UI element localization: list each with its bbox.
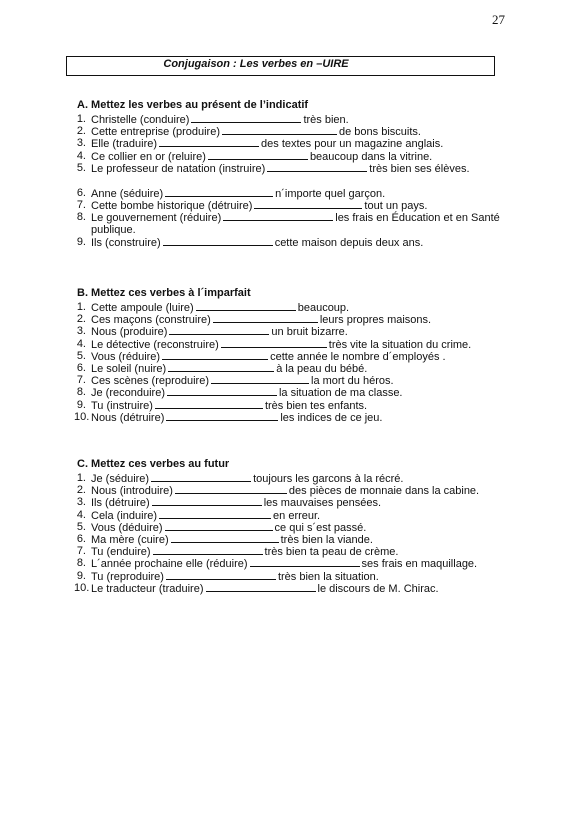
exercise-item: 3. Ils (détruire) les mauvaises pensées. — [76, 496, 382, 510]
answer-blank[interactable] — [159, 137, 259, 147]
exercise-item: 7. Cette bombe historique (détruire) tout un pays. — [76, 198, 428, 212]
section-b — [74, 287, 517, 424]
exercise-item: 6. Anne (séduire) n´importe quel garçon. — [76, 186, 386, 200]
answer-blank[interactable] — [152, 496, 262, 506]
answer-blank[interactable] — [165, 521, 273, 531]
exercise-item: 9. Tu (reproduire) très bien la situation. — [76, 569, 379, 583]
answer-blank[interactable] — [213, 313, 318, 323]
section-a — [77, 99, 517, 248]
exercise-item: 8. Je (reconduire) la situation de ma classe. — [76, 386, 403, 400]
answer-blank[interactable] — [206, 582, 316, 592]
exercise-item: 2. Ces maçons (construire) leurs propres maisons. — [76, 313, 432, 327]
answer-blank[interactable] — [267, 162, 367, 172]
page-number: 27 — [492, 12, 505, 27]
exercise-item: 9. Ils (construire) cette maison depuis deux ans. — [76, 236, 424, 250]
answer-blank[interactable] — [171, 533, 279, 543]
exercise-item: 10. Le traducteur (traduire) le discours de M. Chirac. — [74, 581, 439, 595]
exercise-item: 2. Cette entreprise (produire) de bons biscuits. — [76, 125, 421, 139]
answer-blank[interactable] — [162, 350, 268, 360]
exercise-item: 6. Ma mère (cuire) très bien la viande. — [76, 532, 373, 546]
exercise-item: 2. Nous (introduire) des pièces de monnaie dans la cabine. — [76, 484, 480, 498]
answer-blank[interactable] — [250, 557, 360, 567]
answer-blank[interactable] — [221, 338, 327, 348]
exercise-item: 9. Tu (instruire) très bien tes enfants. — [76, 398, 368, 412]
answer-blank[interactable] — [159, 509, 271, 519]
answer-blank[interactable] — [168, 362, 274, 372]
exercise-item: 5. Le professeur de natation (instruire) très bien ses élèves. — [76, 161, 470, 175]
answer-blank[interactable] — [167, 386, 277, 396]
exercise-item: 3. Elle (traduire) des textes pour un magazine anglais. — [76, 137, 444, 151]
exercise-item: 1. Christelle (conduire) très bien. — [76, 113, 349, 126]
answer-blank[interactable] — [166, 411, 278, 421]
answer-blank[interactable] — [153, 545, 263, 555]
section-heading: B. Mettez ces verbes à l´imparfait — [77, 287, 251, 299]
answer-blank[interactable] — [175, 484, 287, 494]
exercise-item: 4. Ce collier en or (reluire) beaucoup dans la vitrine. — [76, 149, 433, 163]
exercise-item: 7. Tu (enduire) très bien ta peau de crème. — [76, 545, 399, 559]
answer-blank[interactable] — [196, 301, 296, 311]
answer-blank[interactable] — [223, 211, 333, 221]
section-c — [74, 458, 517, 595]
page-title: Conjugaison : Les verbes en –UIRE — [163, 58, 349, 70]
exercise-item: 1. Je (séduire) toujours les garcons à la récré. — [76, 472, 404, 485]
answer-blank[interactable] — [191, 113, 301, 123]
answer-blank[interactable] — [151, 472, 251, 482]
exercise-item: 8. L´année prochaine elle (réduire) ses frais en maquillage. — [76, 557, 478, 571]
exercise-item: 4. Cela (induire) en erreur. — [76, 508, 321, 522]
answer-blank[interactable] — [208, 150, 308, 160]
exercise-item: 3. Nous (produire) un bruit bizarre. — [76, 325, 348, 339]
answer-blank[interactable] — [254, 199, 362, 209]
answer-blank[interactable] — [222, 125, 337, 135]
exercise-item: 5. Vous (déduire) ce qui s´est passé. — [76, 520, 367, 534]
answer-blank[interactable] — [166, 570, 276, 580]
answer-blank[interactable] — [211, 374, 309, 384]
exercise-item: 4. Le détective (reconstruire) très vite la situation du crime. — [76, 337, 472, 351]
answer-blank[interactable] — [155, 399, 263, 409]
section-heading: A. Mettez les verbes au présent de l’indicatif — [77, 99, 309, 111]
exercise-item: 10. Nous (détruire) les indices de ce jeu. — [74, 410, 383, 424]
exercise-item: 5. Vous (réduire) cette année le nombre d´employés . — [76, 349, 446, 363]
exercise-item: 6. Le soleil (nuire) à la peau du bébé. — [76, 361, 368, 375]
answer-blank[interactable] — [163, 236, 273, 246]
exercise-item: 8. Le gouvernement (réduire) les frais en Éducation et en Santé publique. — [76, 211, 500, 237]
section-heading: C. Mettez ces verbes au futur — [77, 458, 230, 470]
answer-blank[interactable] — [169, 325, 269, 335]
answer-blank[interactable] — [165, 187, 273, 197]
exercise-item: 7. Ces scènes (reproduire) la mort du héros. — [76, 374, 394, 388]
exercise-item: 1. Cette ampoule (luire) beaucoup. — [76, 301, 350, 314]
